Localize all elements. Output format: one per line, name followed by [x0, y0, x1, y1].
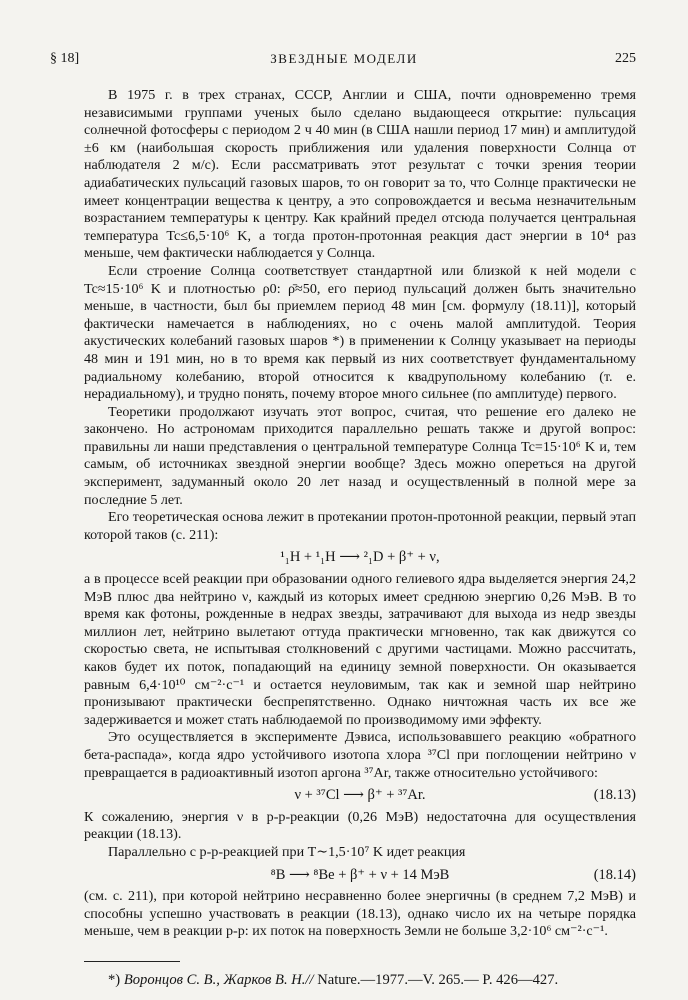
section-marker: § 18] — [50, 51, 80, 66]
footnote-citation: Nature.—1977.—V. 265.— P. 426—427. — [317, 971, 559, 988]
equation-number: (18.13) — [593, 787, 636, 804]
equation-pp-reaction — [84, 549, 636, 567]
paragraph-1: В 1975 г. в трех странах, СССР, Англии и США, почти одновременно тремя независимыми группами ученых было сделано выдающееся открытие: пульсация солнечной фотосферы с периодом 2 ч 40 мин (в США нашли период 17 мин) и амплитудой ±6 км (наибольшая скорость приближения или удаления поверхности Солнца от наблюдателя 2 м/с). Если рассматривать этот результат с точки зрения теории адиабатических пульсаций газовых шаров, то он говорит за то, что Солнце практически не имеет концентрации вещества к центру, а это сопровождается и весьма незначительным возрастанием температуры к центру. Как крайний предел отсюда получается центральная температура Tc≤6,5·10⁶ K, а тогда протон-протонная реакция даст энергии в 10⁴ раз меньше, чем фактически наблюдается у Солнца. — [84, 87, 636, 262]
equation-text: ¹₁H + ¹₁H ⟶ ²₁D + β⁺ + ν, — [280, 549, 440, 566]
footnote-divider — [84, 961, 180, 962]
running-title: ЗВЕЗДНЫЕ МОДЕЛИ — [270, 51, 418, 66]
equation-18-13 — [84, 787, 636, 805]
paragraph-8: Параллельно с p-p-реакцией при T∼1,5·10⁷ K идет реакция — [108, 843, 466, 860]
paragraph-3: Теоретики продолжают изучать этот вопрос, считая, что решение его далеко не закончено. Но астрономам приходится параллельно решать также и другой вопрос: правильны ли наши представления о центральной температуре Солнца Tc=15·10⁶ K и, тем самым, об источниках звездной энергии вообще? Здесь можно опереться на другой эксперимент, задуманный около 20 лет назад и осуществленный в полной мере за последние 5 лет. — [84, 403, 636, 508]
equation-number: (18.14) — [593, 866, 636, 883]
main-text — [84, 87, 636, 990]
paragraph-7: К сожалению, энергия ν в p-p-реакции (0,26 МэВ) недостаточна для осуществления реакции (18.13). — [84, 808, 636, 843]
equation-18-14 — [84, 867, 636, 885]
footnote-authors: Воронцов С. В., Жарков В. Н.// — [123, 971, 314, 988]
paragraph-5: а в процессе всей реакции при образовании одного гелиевого ядра выделяется энергия 24,2 МэВ плюс два нейтрино ν, каждый из которых имеет среднюю энергию 0,26 МэВ. В то время как фотоны, рожденные в недрах звезды, затрачивают для выхода из недр звезды миллион лет, нейтрино вылетают оттуда практически мгновенно, так как движутся со скоростью света, не испытывая столкновений с другими частицами. Можно рассчитать, каков будет их поток, попадающий на единицу земной поверхности. Он оказывается равным 6,4·10¹⁰ см⁻²·с⁻¹ и остается неуловимым, так как и земной шар нейтрино пронизывают практически беспрепятственно. Однако ничтожная часть их все же задерживается и может стать наблюдаемой по производимому ими эффекту. — [84, 571, 636, 728]
paragraph-6: Это осуществляется в эксперименте Дэвиса, использовавшего реакцию «обратного бета-распада», когда ядро устойчивого изотопа хлора ³⁷Cl при поглощении нейтрино ν превращается в радиоактивный изотоп аргона ³⁷Ar, также относительно устойчивого: — [84, 729, 636, 781]
footnote — [84, 972, 636, 990]
paragraph-9: (см. с. 211), при которой нейтрино несравненно более энергичны (в среднем 7,2 МэВ) и способны успешно участвовать в реакции (18.13), однако число их на четыре порядка меньше, чем в реакции p-p: их поток на поверхность Земли не больше 3,2·10⁶ см⁻²·с⁻¹. — [84, 888, 636, 940]
equation-text: ⁸B ⟶ ⁸Be + β⁺ + ν + 14 МэВ — [270, 866, 450, 883]
page-number: 225 — [615, 51, 636, 66]
footnote-marker: *) — [108, 971, 121, 988]
paragraph-4: Его теоретическая основа лежит в протекании протон-протонной реакции, первый этап которой таков (с. 211): — [84, 509, 636, 543]
paragraph-2: Если строение Солнца соответствует стандартной или близкой к ней модели с Tc≈15·10⁶ K и плотностью ρ0: ρ̄≈50, его период пульсаций должен быть значительно меньше, в частности, был бы приемлем период 48 мин [см. формулу (18.11)], который фактически намечается в наблюдениях, но с очень малой амплитудой. Теория акустических колебаний газовых шаров *) в применении к Солнцу указывает на периоды 48 мин и 191 мин, но в то время как первый из них соответствует фундаментальному радиальному колебанию, второй относится к квадрупольному колебанию (т. е. нерадиальному), и трудно понять, почему второе много сильнее (по амплитуде) первого. — [84, 262, 636, 403]
equation-text: ν + ³⁷Cl ⟶ β⁺ + ³⁷Ar. — [294, 787, 426, 804]
